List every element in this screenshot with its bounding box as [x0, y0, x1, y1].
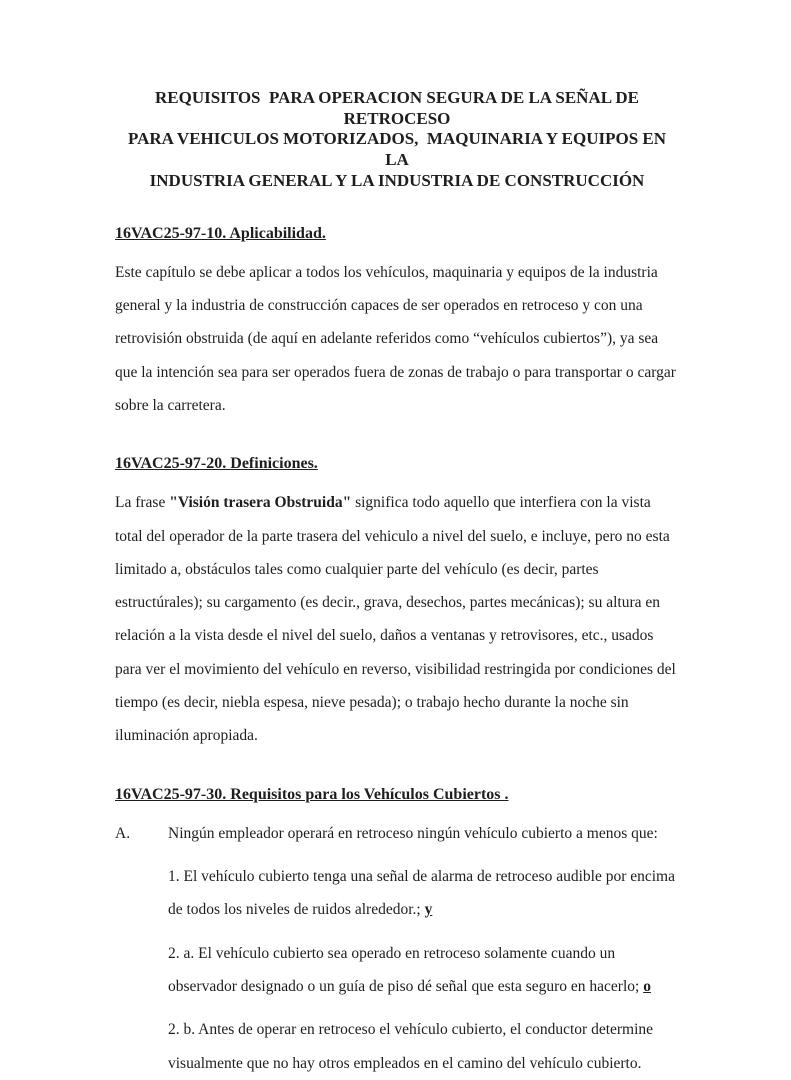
document-title-line-3: INDUSTRIA GENERAL Y LA INDUSTRIA DE CONSTRUCCIÓN [149, 170, 645, 190]
definiciones-prefix: La frase [115, 494, 170, 512]
document-title [115, 88, 679, 192]
document-title-line-1: REQUISITOS PARA OPERACION SEGURA DE LA SEÑAL DE RETROCESO [155, 88, 644, 128]
requisitos-subitem-1-connector: y [424, 901, 433, 919]
section-heading-requisitos: 16VAC25-97-30. Requisitos para los Vehículos Cubiertos . [115, 785, 509, 803]
requisitos-item-a-label: A. [115, 824, 131, 842]
requisitos-item-a-text: Ningún empleador operará en retroceso ningún vehículo cubierto a menos que: [168, 824, 658, 842]
section-heading-definiciones: 16VAC25-97-20. Definiciones. [115, 455, 318, 473]
section-aplicabilidad [115, 225, 679, 423]
paragraph-definiciones [115, 486, 679, 753]
document-title-line-2: PARA VEHICULOS MOTORIZADOS, MAQUINARIA Y EQUIPOS EN LA [127, 129, 671, 170]
requisitos-subitem-2a [168, 937, 679, 1004]
requisitos-subitem-2a-text: 2. a. El vehículo cubierto sea operado en retroceso solamente cuando un observador designado o un guía de piso dé señal que esta seguro en hacerlo; [168, 944, 644, 995]
requisitos-item-a [115, 817, 679, 850]
requisitos-subitem-2b-text: 2. b. Antes de operar en retroceso el vehículo cubierto, el conductor determine visualmente que no hay otros empleados en el camino del vehículo cubierto. [168, 1021, 654, 1072]
definiciones-bold-term: "Visión trasera Obstruida" [169, 494, 352, 512]
requisitos-subitem-2b [168, 1013, 679, 1080]
section-definiciones [115, 455, 679, 753]
section-heading-aplicabilidad: 16VAC25-97-10. Aplicabilidad. [115, 224, 326, 242]
definiciones-rest: significa todo aquello que interfiera con la vista total del operador de la parte trasera del vehiculo a nivel del suelo, e incluye, pero no esta limitado a, obstáculos tales como cualquier parte del vehículo (es decir, partes estructúrales); su cargamento (es decir., grava, desechos, partes mecánicas); su altura en relación a la vista desde el nivel del suelo, daños a ventanas y retrovisores, etc., usados para ver el movimiento del vehículo en reverso, visibilidad restringida por condiciones del tiempo (es decir, niebla espesa, nieve pesada); o trabajo hecho durante la noche sin iluminación apropiada. [115, 494, 676, 745]
paragraph-aplicabilidad: Este capítulo se debe aplicar a todos los vehículos, maquinaria y equipos de la industria general y la industria de construcción capaces de ser operados en retroceso y con una retrovisión obstruida (de aquí en adelante referidos como “vehículos cubiertos”), ya sea que la intención sea para ser operados fuera de zonas de trabajo o para transportar o cargar sobre la carretera. [115, 263, 676, 414]
requisitos-subitem-2a-connector: o [643, 977, 651, 995]
requisitos-subitem-1-text: 1. El vehículo cubierto tenga una señal de alarma de retroceso audible por encima de todos los niveles de ruidos alrededor.; [168, 868, 675, 919]
section-requisitos [115, 786, 679, 1080]
requisitos-subitem-1 [168, 860, 679, 927]
